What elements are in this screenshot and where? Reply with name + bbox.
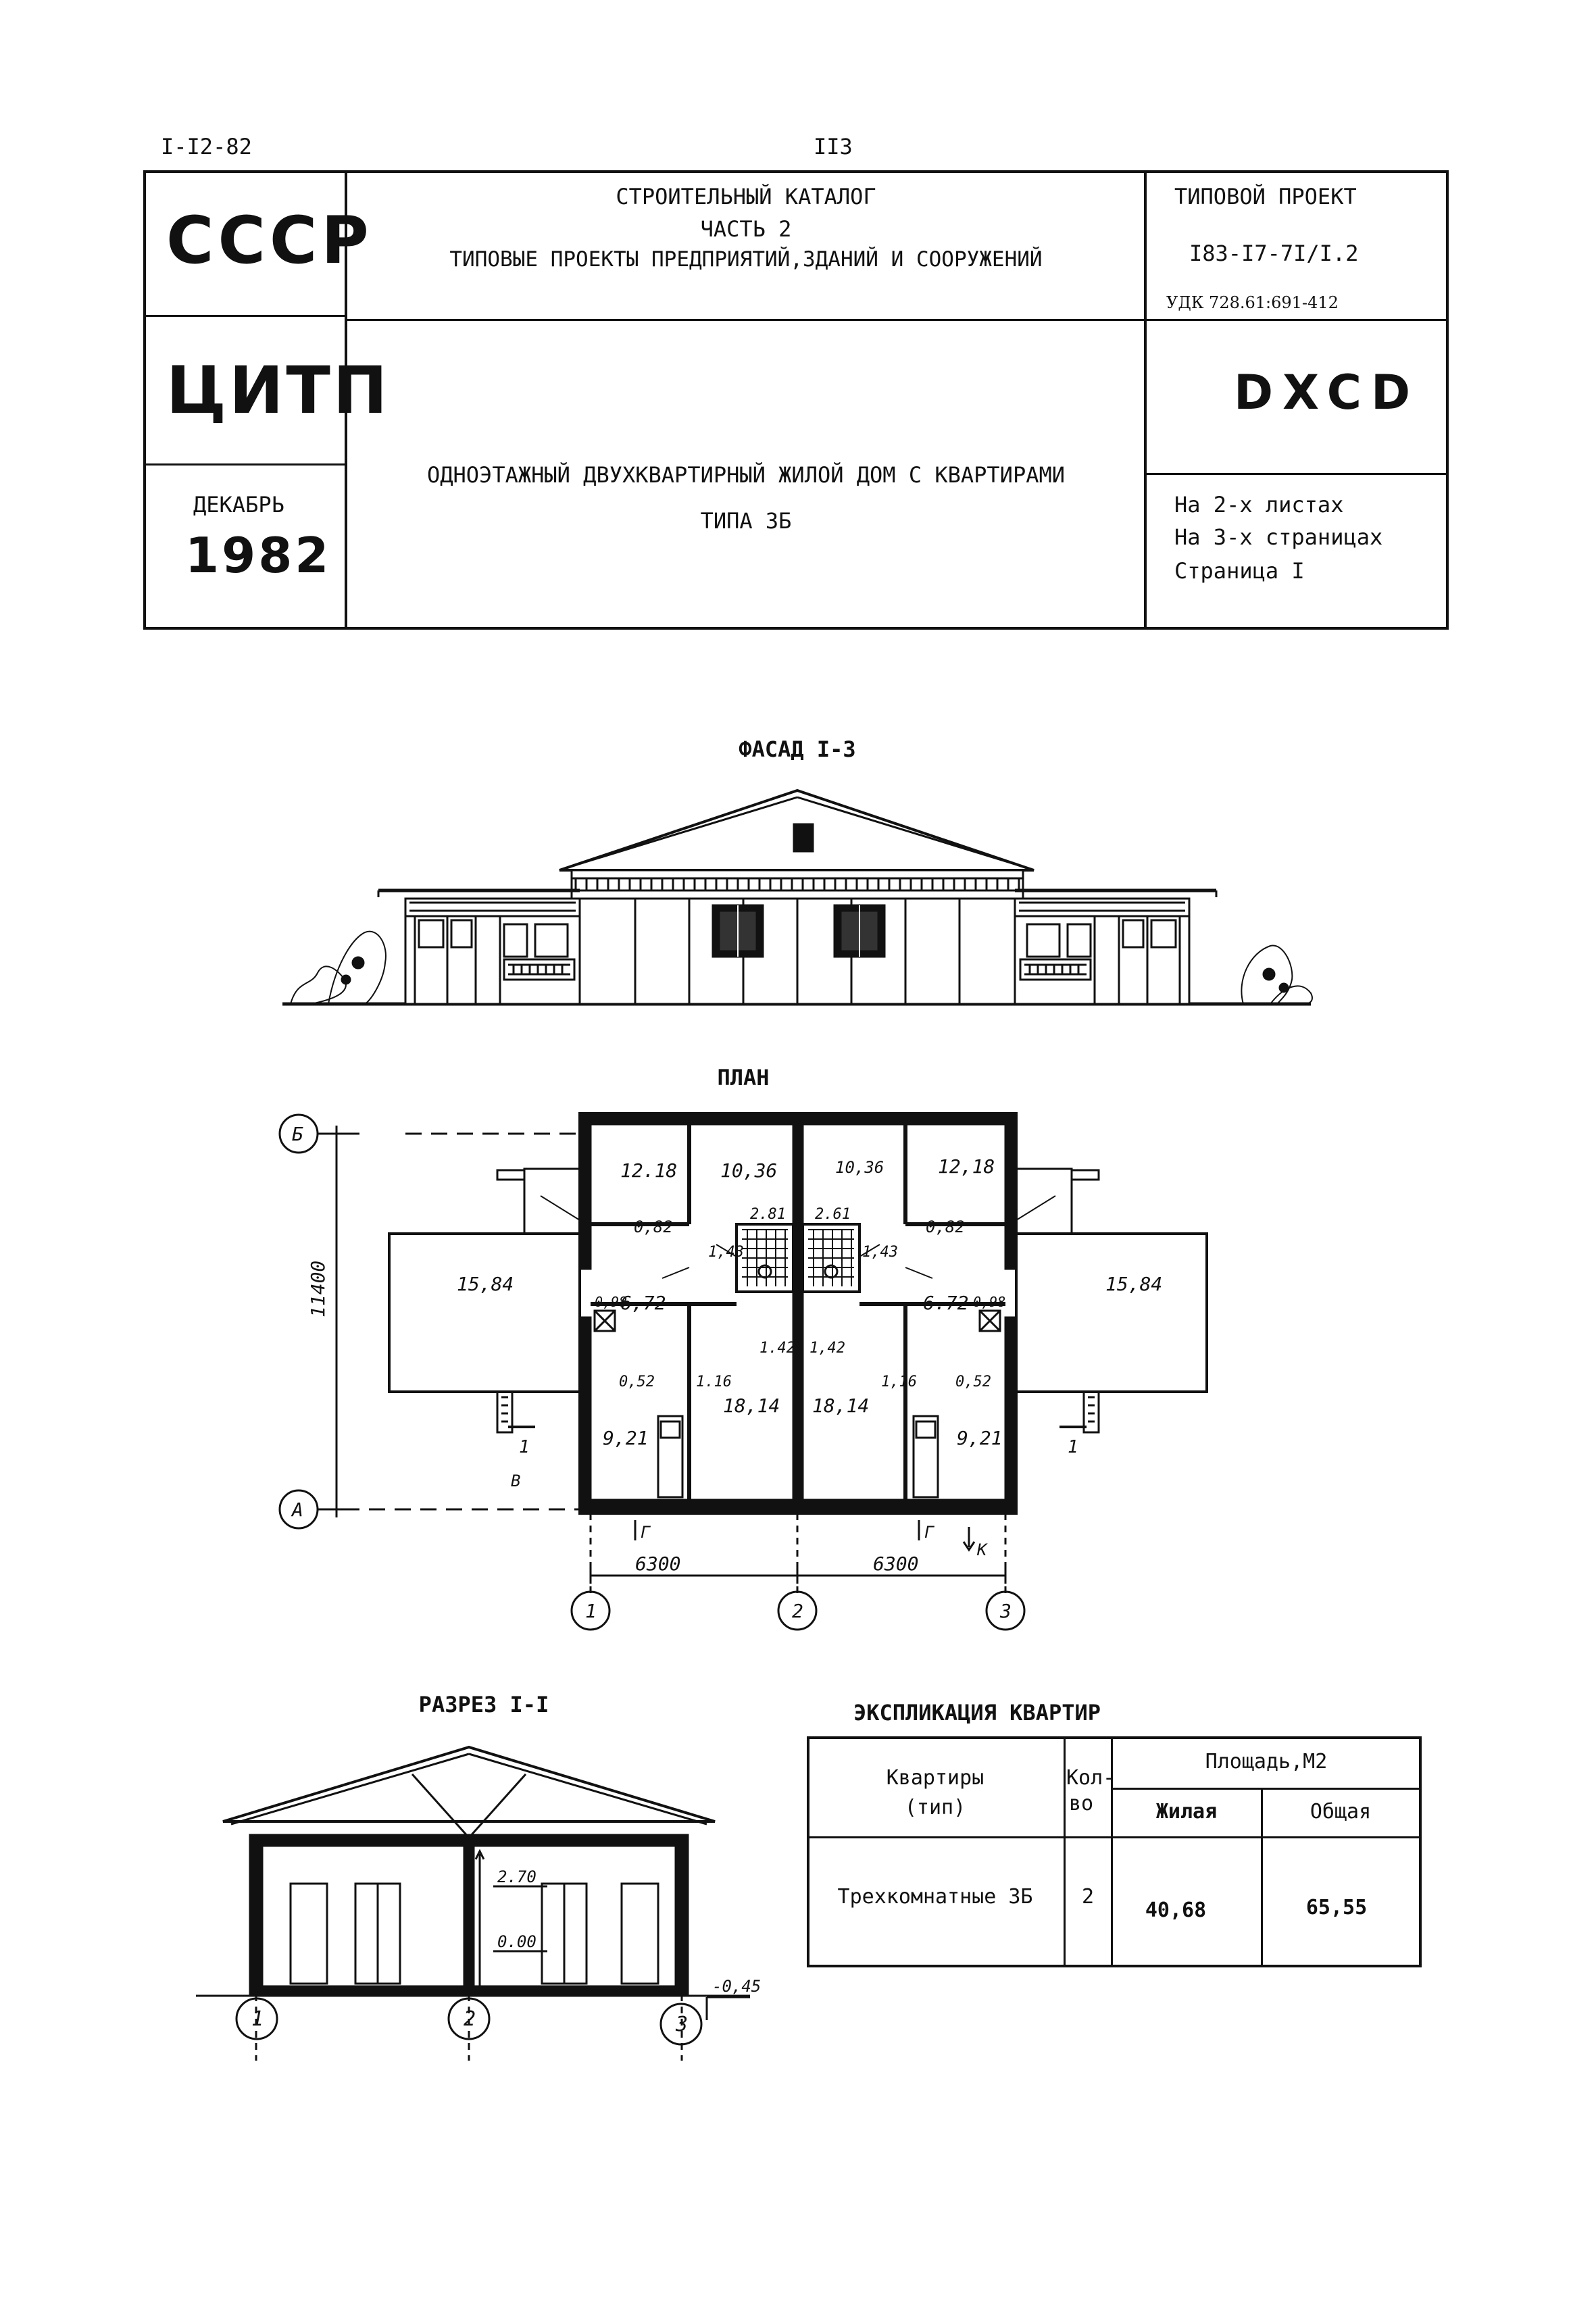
section-axis-2: 2 [464, 2007, 476, 2031]
room-r2: 10,36 [720, 1159, 778, 1182]
row-total: 65,55 [1305, 1896, 1368, 1919]
dim-right: 6300 [873, 1553, 919, 1575]
room-v-left: 15,84 [457, 1273, 514, 1295]
catalog-line-1: СТРОИТЕЛЬНЫЙ КАТАЛОГ [616, 184, 876, 209]
plan-title: ПЛАН [717, 1065, 770, 1090]
org-label: ЦИТП [166, 353, 391, 428]
room-liv-right: 18,14 [812, 1394, 870, 1417]
room-wc-l1: 2.81 [750, 1206, 786, 1223]
catalog-line-3: ТИПОВЫЕ ПРОЕКТЫ ПРЕДПРИЯТИЙ,ЗДАНИЙ И СООРУЖЕНИЙ [449, 247, 1043, 272]
room-bl1: 1,43 [708, 1244, 744, 1261]
series-code: I-I2-82 [161, 134, 252, 159]
dim-height: 11400 [307, 1260, 329, 1317]
page-number: II3 [814, 134, 853, 159]
room-s2: 0,98 [973, 1294, 1006, 1310]
axis-a-label: А [292, 1499, 303, 1521]
room-c-l: 1.16 [696, 1374, 732, 1390]
room-kit-right: 9,21 [957, 1427, 1003, 1449]
cut-left: 1 [519, 1437, 530, 1457]
project-label: ТИПОВОЙ ПРОЕКТ [1174, 184, 1357, 209]
axis-3-label: 3 [1000, 1600, 1012, 1622]
col-type-2: (тип) [904, 1796, 966, 1819]
section-axes [230, 1980, 716, 2054]
axis-1-label: 1 [585, 1600, 597, 1622]
plan-drawing [257, 1095, 1216, 1649]
col-area: Площадь,М2 [1205, 1750, 1328, 1774]
country-label: СССР [166, 203, 373, 278]
col-total: Общая [1310, 1800, 1372, 1823]
axis-2-label: 2 [792, 1600, 803, 1622]
section-axis-1: 1 [251, 2007, 264, 2031]
page-label: Страница I [1174, 558, 1305, 584]
section-h1: 2.70 [497, 1867, 537, 1886]
row-type: Трехкомнатные 3Б [837, 1885, 1033, 1909]
project-number: I83-I7-7I/I.2 [1189, 241, 1359, 266]
entry-g-right: Г [924, 1523, 934, 1542]
sheets-label: На 2-х листах [1174, 492, 1344, 518]
row-living: 40,68 [1145, 1898, 1207, 1922]
room-cl-left: 0,82 [634, 1217, 673, 1236]
col-count-2: во [1069, 1792, 1094, 1815]
pages-label: На 3-х страницах [1174, 524, 1383, 550]
room-v-right: 15,84 [1105, 1273, 1163, 1295]
room-kit-left: 9,21 [603, 1427, 649, 1449]
room-st-l: 0,52 [619, 1374, 655, 1390]
room-cl-right: 0,82 [926, 1217, 965, 1236]
room-wc-r1: 2.61 [815, 1206, 851, 1223]
room-br1: 1,43 [862, 1244, 898, 1261]
room-hall-left: 6,72 [620, 1292, 666, 1314]
explication-title: ЭКСПЛИКАЦИЯ КВАРТИР [853, 1700, 1101, 1726]
col-count-1: Кол- [1066, 1766, 1116, 1790]
title-line-1: ОДНОЭТАЖНЫЙ ДВУХКВАРТИРНЫЙ ЖИЛОЙ ДОМ С КВАРТИРАМИ [426, 462, 1066, 488]
facade-drawing [270, 777, 1324, 1020]
catalog-line-2: ЧАСТЬ 2 [700, 216, 792, 242]
room-bath-l: 1.42 [759, 1340, 795, 1357]
room-st-r: 0,52 [955, 1374, 991, 1390]
axis-b-label: Б [292, 1123, 303, 1145]
facade-title: ФАСАД I-3 [739, 736, 856, 762]
title-line-2: ТИПА 3Б [700, 508, 792, 534]
section-axis-3: 3 [676, 2013, 689, 2036]
udk-label: УДК 728.61:691-412 [1166, 293, 1339, 312]
room-bath-r: 1,42 [809, 1340, 845, 1357]
entry-v: В [511, 1472, 521, 1490]
col-type-1: Квартиры [886, 1766, 984, 1790]
section-title: РАЗРЕЗ I-I [418, 1692, 549, 1717]
cut-right: 1 [1068, 1437, 1078, 1457]
room-c-r: 1,16 [881, 1374, 917, 1390]
room-r4: 12,18 [938, 1155, 995, 1178]
month-label: ДЕКАБРЬ [193, 492, 284, 518]
room-r1: 12.18 [620, 1159, 678, 1182]
room-r3: 10,36 [835, 1158, 884, 1177]
room-s1: 0,98 [595, 1294, 628, 1310]
col-living: Жилая [1155, 1800, 1218, 1823]
room-liv-left: 18,14 [723, 1394, 780, 1417]
entry-k: К [977, 1540, 987, 1559]
section-h2: 0.00 [497, 1932, 537, 1951]
code-label: DXCD [1234, 365, 1420, 420]
year-label: 1982 [185, 527, 332, 584]
room-hall-right: 6.72 [923, 1292, 969, 1314]
row-count: 2 [1081, 1885, 1095, 1909]
section-h3: -0,45 [712, 1977, 762, 1996]
entry-g-left: Г [641, 1523, 651, 1542]
dim-left: 6300 [635, 1553, 681, 1575]
